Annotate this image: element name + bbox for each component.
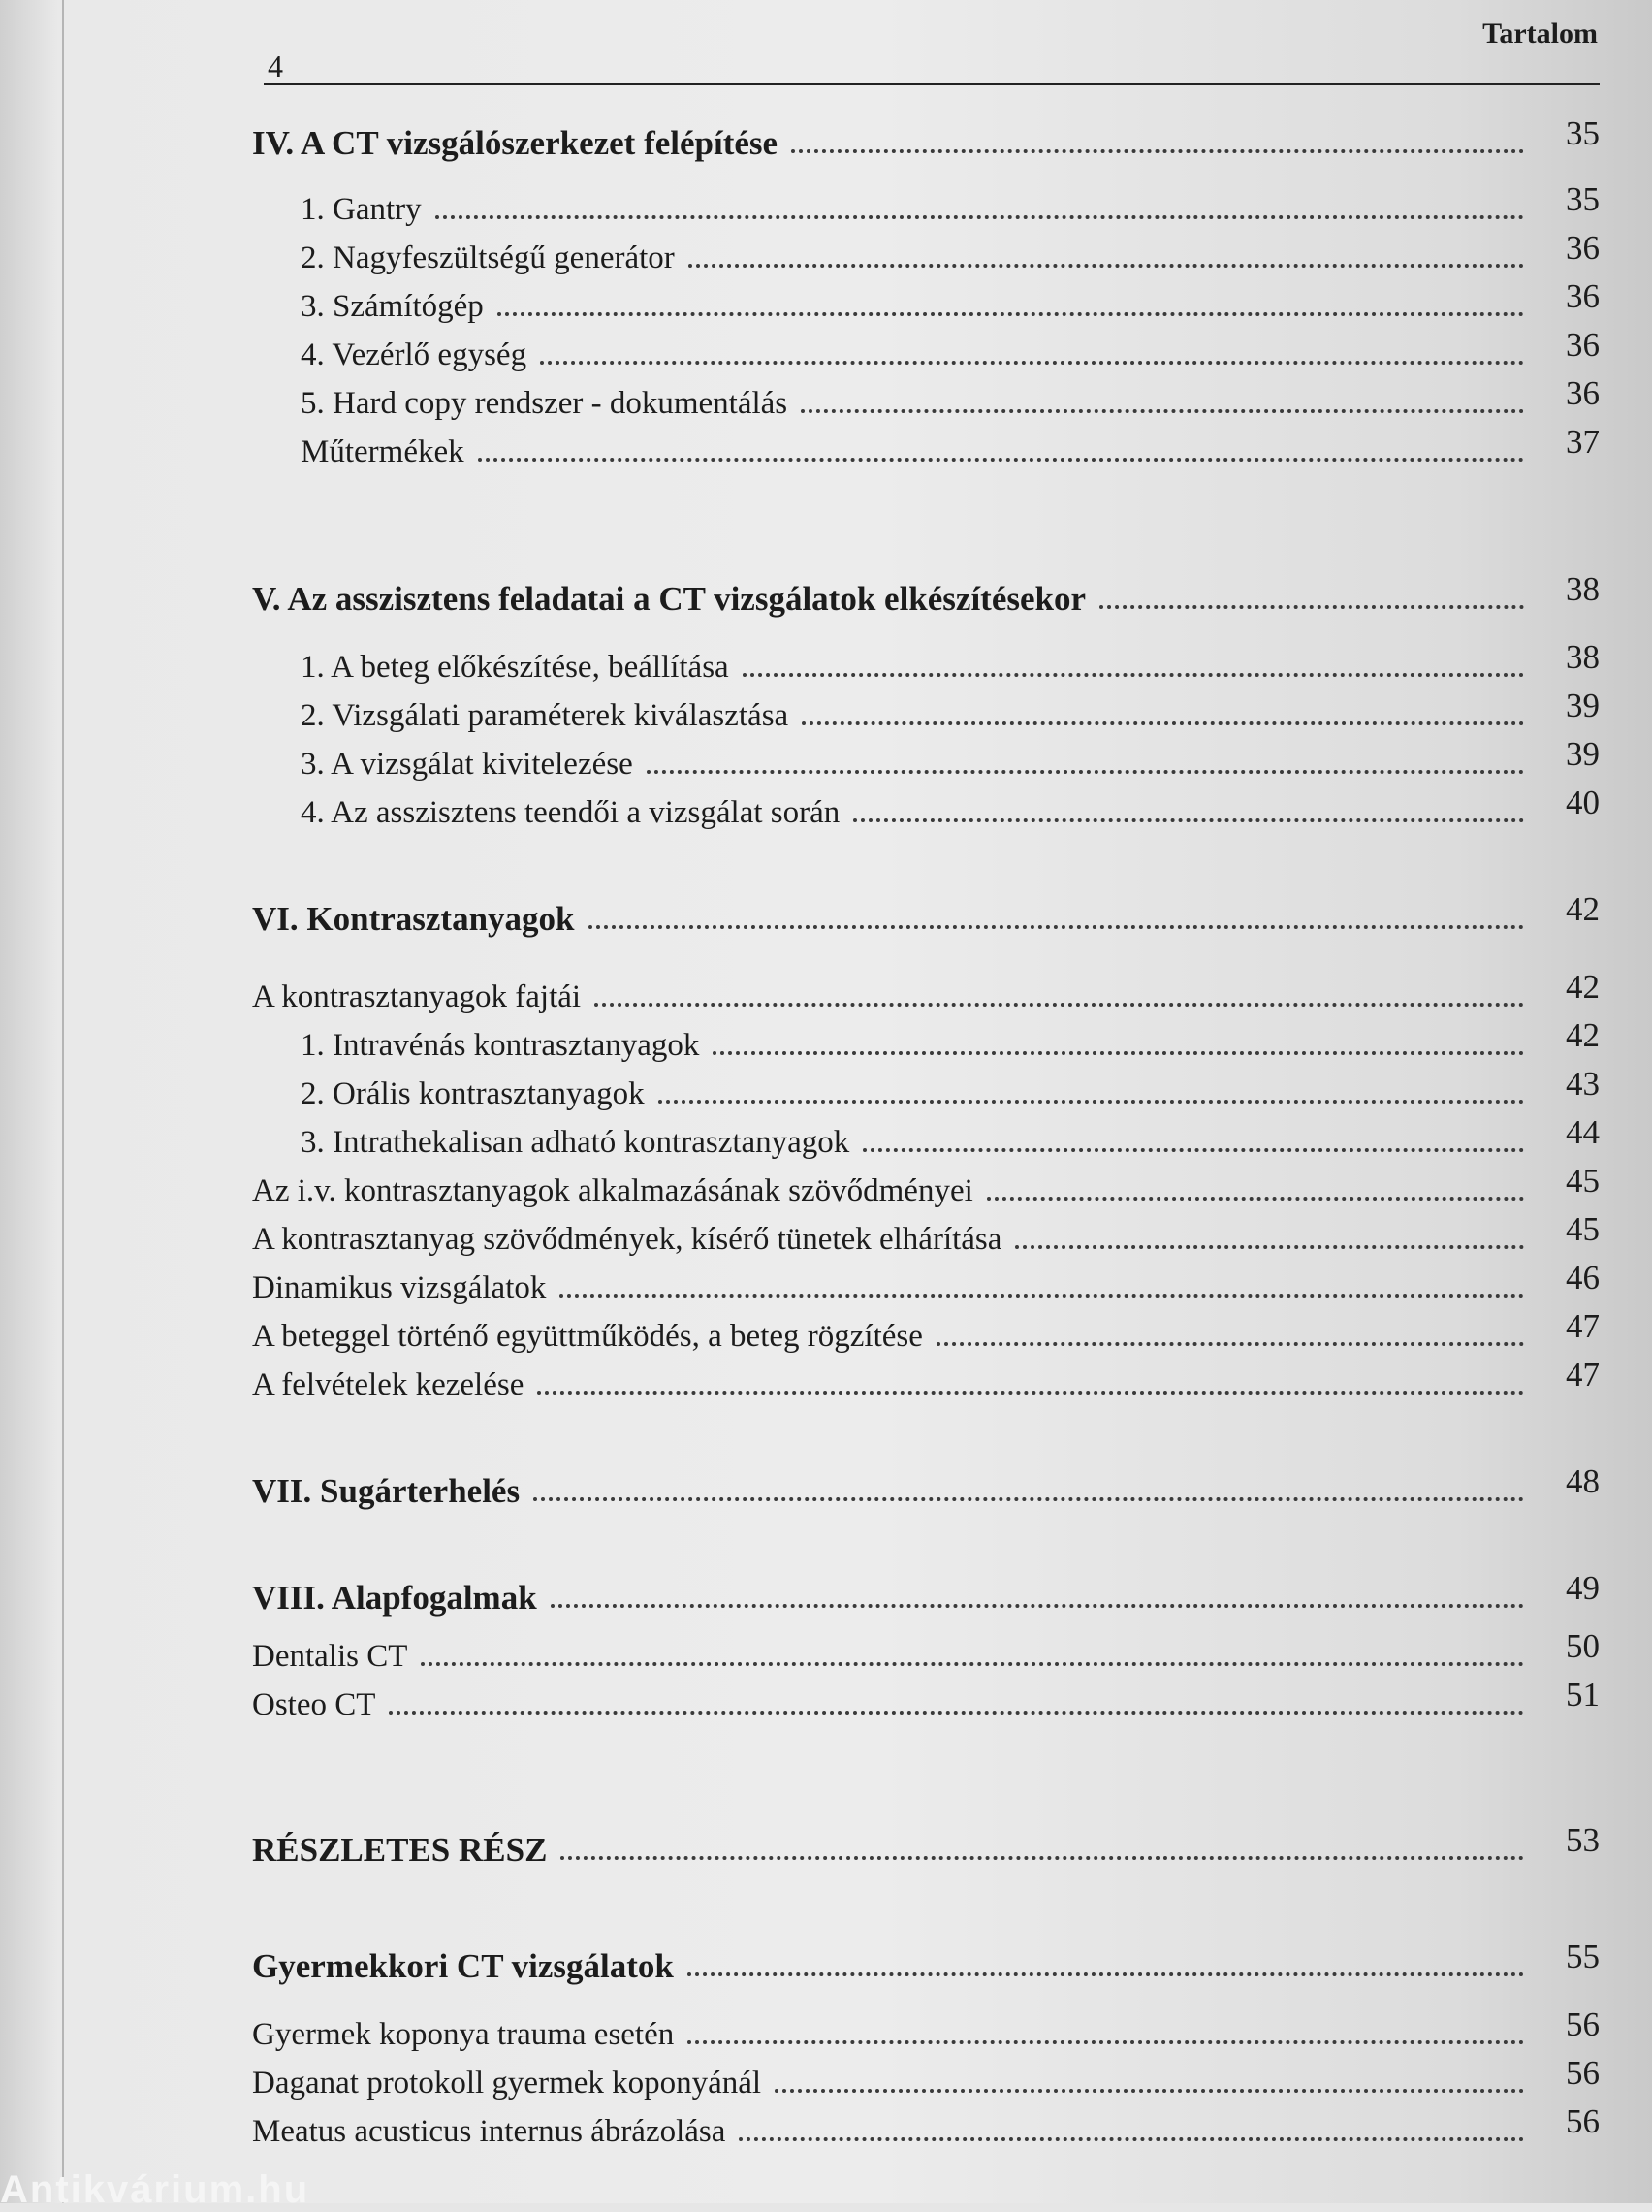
dot-leader	[658, 1086, 1524, 1104]
dot-leader	[739, 2124, 1524, 2141]
toc-entry	[252, 689, 1600, 735]
toc-entry-title: Dinamikus vizsgálatok	[252, 1270, 547, 1305]
toc-page-number: 50	[1566, 1627, 1600, 1665]
dot-leader	[687, 2027, 1524, 2044]
dot-leader	[791, 136, 1524, 153]
toc-entry-title: Dentalis CT	[252, 1639, 408, 1674]
toc-entry	[252, 1678, 1600, 1724]
toc-entry-title: Gyermek koponya trauma esetén	[252, 2017, 675, 2052]
toc-section-title: V. Az asszisztens feladatai a CT vizsgálatok elkészítésekor	[252, 580, 1087, 618]
toc-section-title: RÉSZLETES RÉSZ	[252, 1831, 548, 1869]
toc-entry	[252, 1309, 1600, 1356]
toc-page-number: 35	[1566, 180, 1600, 218]
toc-page-number: 42	[1566, 890, 1600, 928]
toc-page-number: 45	[1566, 1162, 1600, 1200]
toc-page-number: 40	[1566, 784, 1600, 821]
toc-entry	[252, 116, 1600, 163]
toc-entry-title: 3. A vizsgálat kivitelezése	[301, 747, 633, 782]
toc-entry-title: 1. Gantry	[301, 192, 422, 227]
toc-entry-title: 1. A beteg előkészítése, beállítása	[301, 650, 729, 685]
page-number: 4	[268, 48, 283, 83]
dot-leader	[551, 1590, 1524, 1608]
toc-entry	[252, 182, 1600, 229]
toc-entry-title: 1. Intravénás kontrasztanyagok	[301, 1028, 700, 1063]
toc-entry	[252, 892, 1600, 939]
toc-page-number: 46	[1566, 1259, 1600, 1297]
dot-leader	[775, 2075, 1524, 2093]
toc-page-number: 47	[1566, 1307, 1600, 1345]
toc-page-number: 56	[1566, 2102, 1600, 2140]
toc-entry	[252, 1629, 1600, 1676]
toc-entry	[252, 1164, 1600, 1210]
dot-leader	[588, 912, 1524, 929]
toc-entry	[252, 1067, 1600, 1113]
toc-page-number: 56	[1566, 2054, 1600, 2092]
dot-leader	[713, 1038, 1524, 1055]
toc-page-number: 35	[1566, 114, 1600, 152]
toc-entry-title: Az i.v. kontrasztanyagok alkalmazásának szövődményei	[252, 1173, 973, 1208]
toc-entry-title: 3. Számítógép	[301, 289, 484, 324]
toc-page-number: 42	[1566, 968, 1600, 1006]
dot-leader	[647, 756, 1524, 774]
toc-page-number: 42	[1566, 1016, 1600, 1054]
toc-page-number: 37	[1566, 423, 1600, 461]
dot-leader	[937, 1329, 1524, 1346]
dot-leader	[1099, 592, 1524, 609]
dot-leader	[560, 1843, 1524, 1860]
toc-page-number: 44	[1566, 1113, 1600, 1151]
toc-entry	[252, 737, 1600, 784]
toc-entry	[252, 1212, 1600, 1259]
toc-entry	[252, 572, 1600, 619]
toc-entry	[252, 328, 1600, 374]
toc-page-number: 47	[1566, 1356, 1600, 1394]
toc-page-number: 39	[1566, 735, 1600, 773]
dot-leader	[533, 1484, 1524, 1501]
toc-entry	[252, 1115, 1600, 1162]
dot-leader	[421, 1649, 1524, 1666]
toc-page-number: 56	[1566, 2005, 1600, 2043]
toc-entry-title: 2. Nagyfeszültségű generátor	[301, 240, 675, 275]
toc-entry-title: A kontrasztanyag szövődmények, kísérő tünetek elhárítása	[252, 1222, 1002, 1257]
toc-entry	[252, 970, 1600, 1016]
toc-entry	[252, 425, 1600, 471]
toc-entry-title: Osteo CT	[252, 1687, 376, 1722]
toc-entry	[252, 1358, 1600, 1404]
toc-entry-title: Meatus acusticus internus ábrázolása	[252, 2114, 726, 2149]
dot-leader	[688, 250, 1524, 268]
toc-entry-title: A beteggel történő együttműködés, a beteg rögzítése	[252, 1319, 923, 1354]
dot-leader	[987, 1183, 1524, 1201]
toc-entry-title: Daganat protokoll gyermek koponyánál	[252, 2066, 762, 2100]
watermark: Antikvárium.hu	[0, 2168, 310, 2211]
toc-page-number: 36	[1566, 277, 1600, 315]
dot-leader	[594, 989, 1524, 1007]
dot-leader	[687, 1959, 1524, 1976]
toc-page-number: 53	[1566, 1821, 1600, 1859]
toc-entry	[252, 279, 1600, 326]
toc-section-title: VIII. Alapfogalmak	[252, 1579, 537, 1617]
toc-entry-title: 3. Intrathekalisan adható kontrasztanyagok	[301, 1125, 850, 1160]
toc-entry	[252, 1018, 1600, 1065]
toc-entry-title: 4. Vezérlő egység	[301, 337, 527, 372]
toc-entry-title: 5. Hard copy rendszer - dokumentálás	[301, 386, 788, 421]
toc-entry	[252, 640, 1600, 687]
toc-page-number: 36	[1566, 374, 1600, 412]
toc-page-number: 36	[1566, 229, 1600, 267]
running-title: Tartalom	[1482, 17, 1598, 49]
dot-leader	[540, 347, 1524, 365]
toc-entry-title: 2. Vizsgálati paraméterek kiválasztása	[301, 698, 789, 733]
toc-section-title: IV. A CT vizsgálószerkezet felépítése	[252, 124, 778, 162]
page-fold-shadow	[62, 0, 64, 2203]
dot-leader	[801, 396, 1524, 413]
toc-page-number: 36	[1566, 326, 1600, 364]
toc-entry-title: Műtermékek	[301, 434, 464, 469]
toc-entry	[252, 2104, 1600, 2151]
dot-leader	[559, 1280, 1524, 1298]
toc-page-number: 48	[1566, 1462, 1600, 1500]
toc-entry	[252, 1571, 1600, 1618]
toc-page-number: 51	[1566, 1676, 1600, 1714]
toc-entry	[252, 1940, 1600, 1986]
toc-section-title: VI. Kontrasztanyagok	[252, 900, 575, 938]
toc-entry-title: A kontrasztanyagok fajtái	[252, 979, 582, 1014]
dot-leader	[435, 202, 1524, 219]
toc-section-title: Gyermekkori CT vizsgálatok	[252, 1947, 674, 1985]
toc-entry	[252, 1464, 1600, 1511]
dot-leader	[863, 1135, 1524, 1152]
dot-leader	[802, 708, 1524, 725]
page-header	[264, 0, 1600, 89]
dot-leader	[497, 299, 1524, 316]
dot-leader	[478, 444, 1524, 462]
toc-page-number: 38	[1566, 570, 1600, 608]
toc-page-number: 55	[1566, 1938, 1600, 1975]
toc-page-number: 38	[1566, 638, 1600, 676]
dot-leader	[1015, 1232, 1524, 1249]
toc-entry	[252, 2007, 1600, 2054]
header-rule	[264, 83, 1600, 85]
toc-page-number: 39	[1566, 687, 1600, 724]
toc-entry	[252, 231, 1600, 277]
dot-leader	[537, 1377, 1524, 1395]
toc-entry	[252, 1823, 1600, 1870]
dot-leader	[743, 659, 1524, 677]
toc-entry-title: 4. Az asszisztens teendői a vizsgálat során	[301, 795, 841, 830]
toc-entry	[252, 2056, 1600, 2102]
toc-page-number: 45	[1566, 1210, 1600, 1248]
toc-page-number: 43	[1566, 1065, 1600, 1103]
toc-entry	[252, 376, 1600, 423]
toc-entry	[252, 785, 1600, 832]
toc-page-number: 49	[1566, 1569, 1600, 1607]
toc-entry-title: 2. Orális kontrasztanyagok	[301, 1076, 645, 1111]
dot-leader	[853, 805, 1524, 822]
toc-entry-title: A felvételek kezelése	[252, 1367, 524, 1402]
toc-entry	[252, 1261, 1600, 1307]
dot-leader	[389, 1697, 1524, 1715]
toc-section-title: VII. Sugárterhelés	[252, 1472, 521, 1510]
